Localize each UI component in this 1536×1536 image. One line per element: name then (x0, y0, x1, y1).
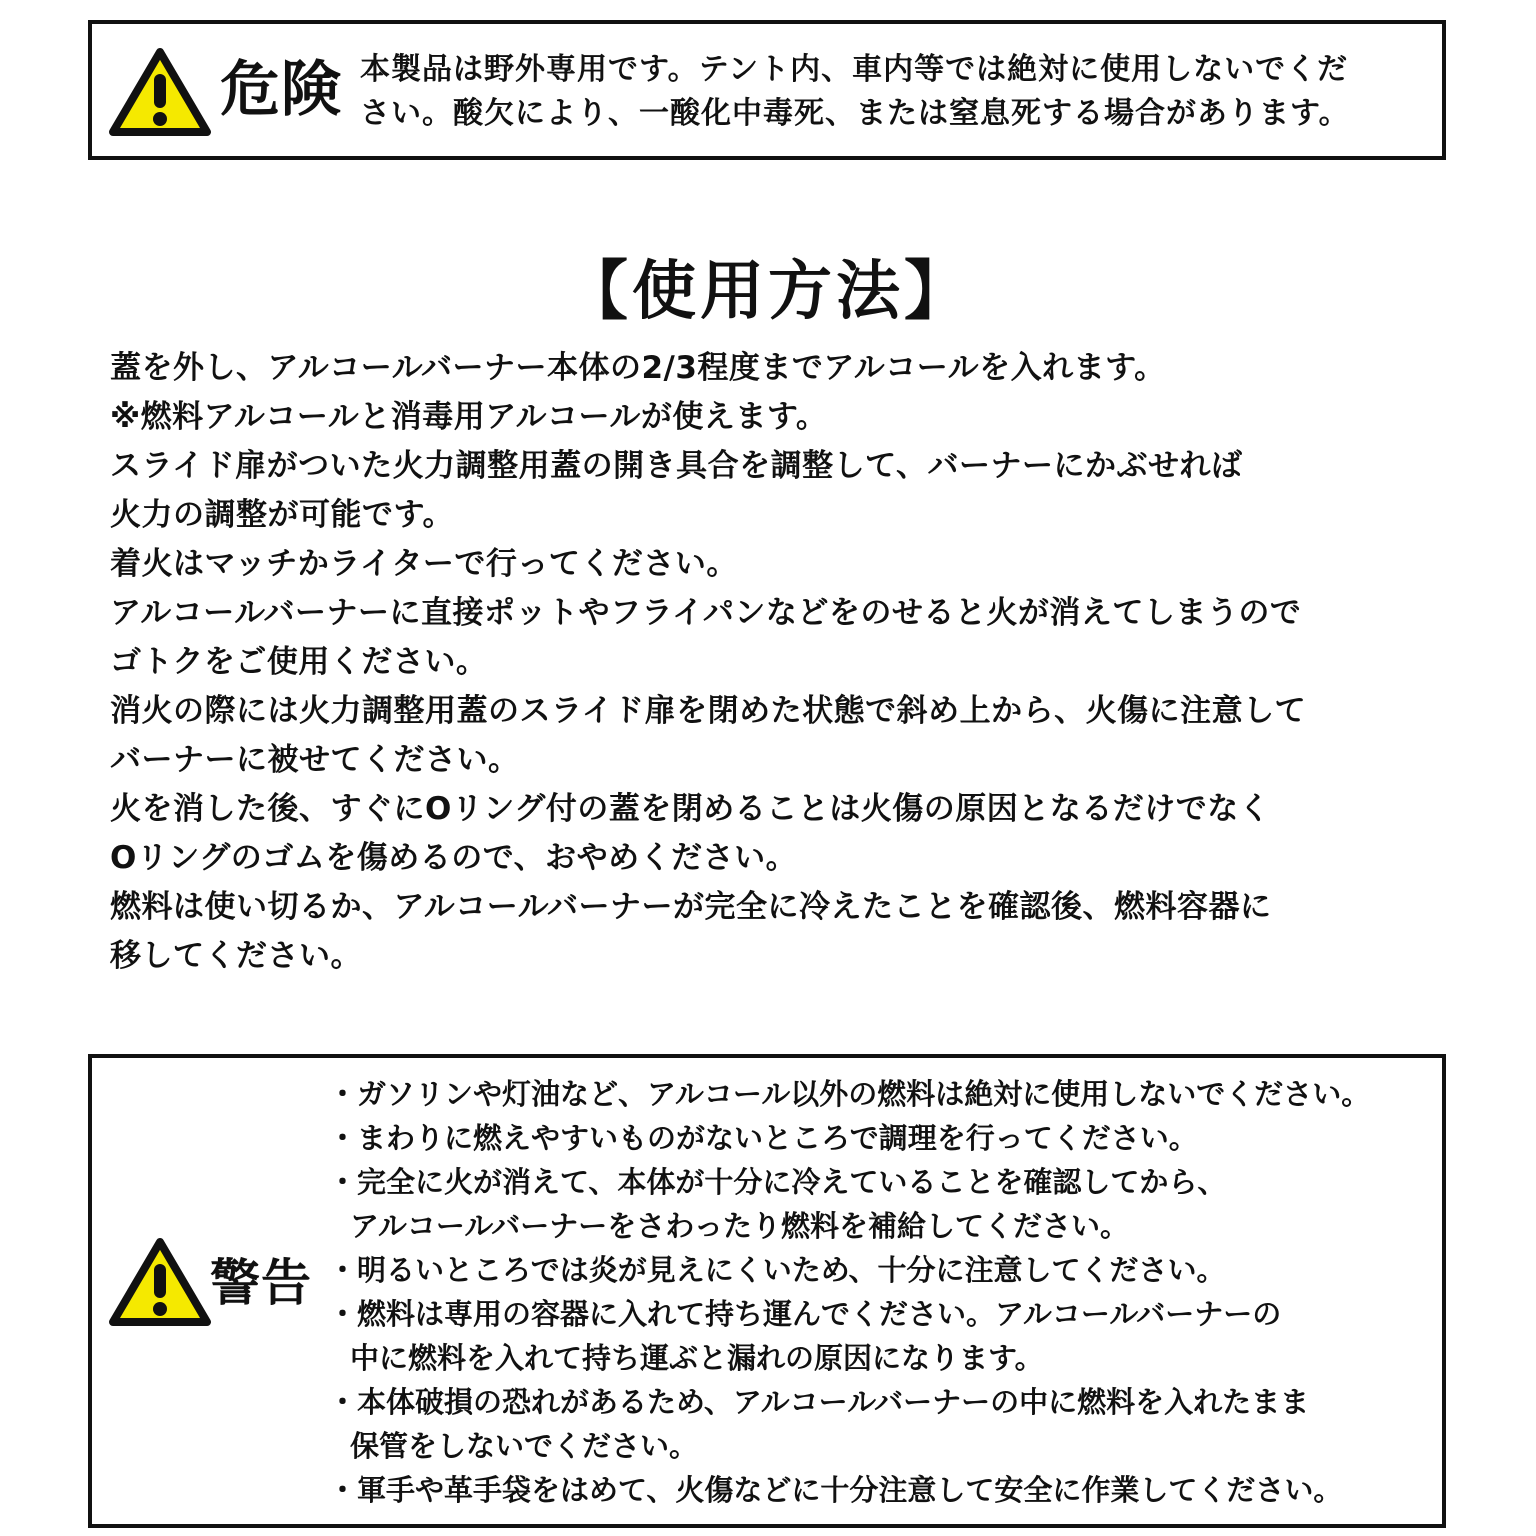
usage-line: 火力の調整が可能です。 (110, 497, 455, 533)
warning-label: 警告 (210, 1254, 312, 1312)
usage-line: 燃料は使い切るか、アルコールバーナーが完全に冷えたことを確認後、燃料容器に (110, 889, 1272, 925)
warning-item: ・燃料は専用の容器に入れて持ち運んでください。アルコールバーナーの (328, 1297, 1282, 1331)
usage-instructions (110, 344, 1440, 981)
warning-item: ・軍手や革手袋をはめて、火傷などに十分注意して安全に作業してください。 (328, 1473, 1343, 1507)
warning-item: ・ガソリンや灯油など、アルコール以外の燃料は絶対に使用しないでください。 (328, 1077, 1371, 1111)
warning-item-continuation: 中に燃料を入れて持ち運ぶと漏れの原因になります。 (350, 1341, 1044, 1375)
usage-title: 【使用方法】 (564, 255, 972, 329)
warning-item: ・明るいところでは炎が見えにくいため、十分に注意してください。 (328, 1253, 1226, 1287)
danger-label: 危険 (220, 55, 342, 125)
warning-item-continuation: アルコールバーナーをさわったり燃料を補給してください。 (350, 1209, 1129, 1243)
usage-line: ※燃料アルコールと消毒用アルコールが使えます。 (110, 399, 828, 435)
warning-notice-box (88, 1054, 1446, 1528)
warning-triangle-icon (108, 46, 212, 138)
warning-item: ・まわりに燃えやすいものがないところで調理を行ってください。 (328, 1121, 1198, 1155)
danger-text-line: さい。酸欠により、一酸化中毒死、または窒息死する場合があります。 (360, 96, 1350, 131)
warning-item: ・本体破損の恐れがあるため、アルコールバーナーの中に燃料を入れたまま (328, 1385, 1310, 1419)
usage-line: 消火の際には火力調整用蓋のスライド扉を閉めた状態で斜め上から、火傷に注意して (110, 693, 1307, 729)
usage-line: 蓋を外し、アルコールバーナー本体の2/3程度までアルコールを入れます。 (110, 350, 1166, 386)
warning-item: ・完全に火が消えて、本体が十分に冷えていることを確認してから、 (328, 1165, 1227, 1199)
usage-line: 着火はマッチかライターで行ってください。 (110, 546, 738, 582)
usage-line: アルコールバーナーに直接ポットやフライパンなどをのせると火が消えてしまうので (110, 595, 1302, 631)
warning-triangle-icon (108, 1236, 212, 1328)
usage-line: スライド扉がついた火力調整用蓋の開き具合を調整して、バーナーにかぶせれば (110, 448, 1243, 484)
usage-line: バーナーに被せてください。 (110, 742, 520, 778)
usage-line: 火を消した後、すぐにOリング付の蓋を閉めることは火傷の原因となるだけでなく (110, 791, 1271, 827)
warning-list (328, 1072, 1438, 1512)
usage-line: ゴトクをご使用ください。 (110, 644, 488, 680)
usage-line: Oリングのゴムを傷めるので、おやめください。 (110, 840, 798, 876)
danger-notice-box (88, 20, 1446, 160)
danger-text (360, 48, 1430, 136)
danger-text-line: 本製品は野外専用です。テント内、車内等では絶対に使用しないでくだ (360, 52, 1349, 87)
usage-line: 移してください。 (110, 938, 362, 974)
warning-item-continuation: 保管をしないでください。 (350, 1429, 699, 1463)
